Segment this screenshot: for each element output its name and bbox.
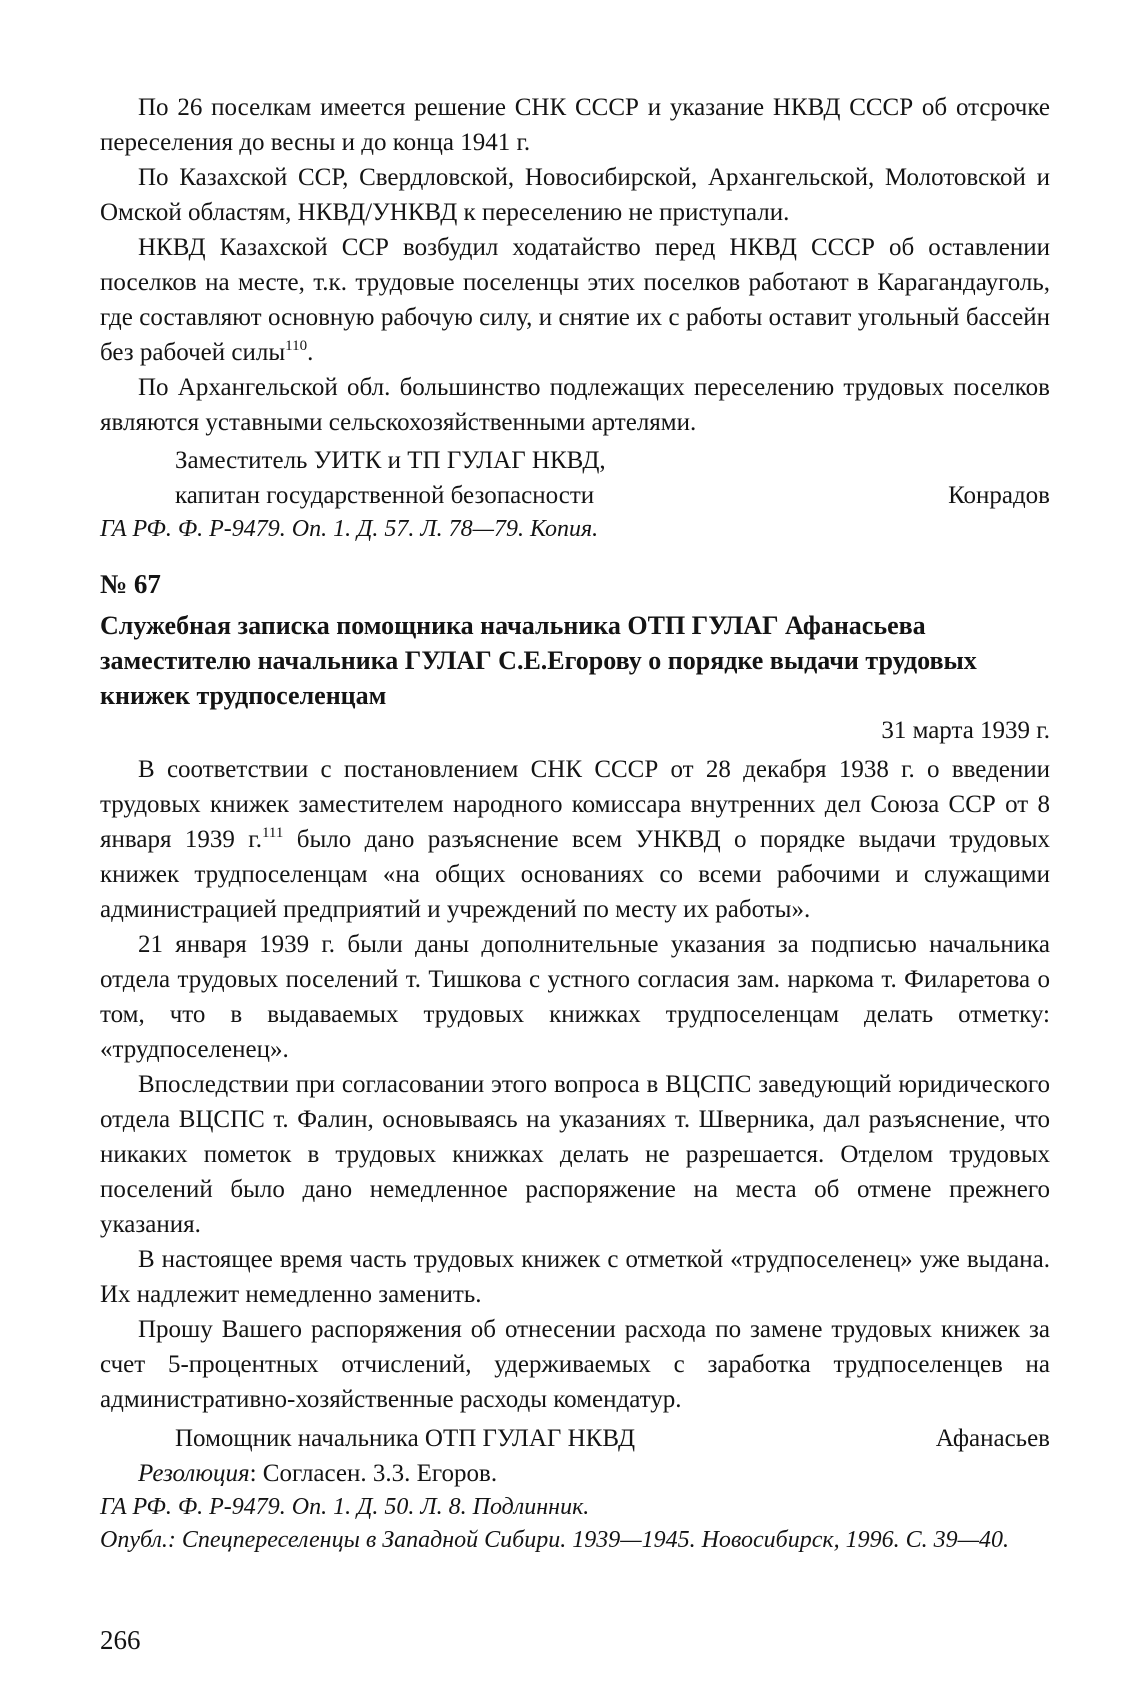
page-number: 266	[100, 1625, 141, 1655]
document-page	[100, 90, 1050, 1557]
publication-reference: Опубл.: Спецпереселенцы в Западной Сибири. 1939—1945. Новосибирск, 1996. С. 39—40.	[100, 1527, 1009, 1553]
signature-1-name: Конрадов	[948, 482, 1050, 509]
paragraph-kazakh-text: НКВД Казахской ССР возбудил ходатайство перед НКВД СССР об оставлении поселков на месте, т.к. трудовые поселенцы этих поселков работают в Карагандауголь, где составляют основную рабочую силу, и снятие их с работы оставит угольный бассейн без рабочей силы	[100, 234, 1050, 366]
signature-1-title-line-2: капитан государственной безопасности	[175, 482, 595, 509]
signature-2-name: Афанасьев	[935, 1425, 1050, 1452]
paragraph-decree-text-b: было дано разъяснение всем УНКВД о порядке выдачи трудовых книжек трудпоселенцам «на общих основаниях со всеми рабочими и служащими администрацией предприятий и учреждений по месту их работы».	[100, 826, 1050, 923]
paragraph-regions: По Казахской ССР, Свердловской, Новосибирской, Архангельской, Молотовской и Омской областям, НКВД/УНКВД к переселению не приступали.	[100, 164, 1050, 226]
paragraph-deferral: По 26 поселкам имеется решение СНК СССР и указание НКВД СССР об отсрочке переселения до весны и до конца 1941 г.	[100, 94, 1050, 156]
signature-1-title-line-1: Заместитель УИТК и ТП ГУЛАГ НКВД,	[175, 447, 606, 474]
signature-block-1	[100, 443, 1050, 513]
resolution	[100, 1456, 1050, 1491]
paragraph-arkhangelsk: По Архангельской обл. большинство подлежащих переселению трудовых поселков являются уставными сельскохозяйственными артелями.	[100, 374, 1050, 436]
archive-source-1: ГА РФ. Ф. Р-9479. Оп. 1. Д. 57. Л. 78—79. Копия.	[100, 516, 599, 542]
paragraph-request: Прошу Вашего распоряжения об отнесении расхода по замене трудовых книжек за счет 5-процентных отчислений, удерживаемых с заработка трудпоселенцев на административно-хозяйственные расходы комендатур.	[100, 1316, 1050, 1413]
paragraph-kazakh: НКВД Казахской ССР возбудил ходатайство перед НКВД СССР об оставлении поселков на месте, т.к. трудовые поселенцы этих поселков работают в Карагандауголь, где составляют основную рабочую силу, и снятие их с работы оставит угольный бассейн без рабочей силы$^{110}$.	[100, 234, 1050, 366]
signature-2-title: Помощник начальника ОТП ГУЛАГ НКВД	[175, 1425, 636, 1452]
signature-block-2	[100, 1421, 1050, 1456]
signature-1-row	[175, 478, 1050, 513]
archive-source-2: ГА РФ. Ф. Р-9479. Оп. 1. Д. 50. Л. 8. Подлинник.	[100, 1494, 590, 1520]
resolution-label: Резолюция	[138, 1460, 250, 1487]
paragraph-decree-text-a: В соответствии с постановлением СНК СССР от 28 декабря 1938 г. о введении трудовых книжек заместителем народного комиссара внутренних дел Союза ССР от 8 января 1939 г.	[100, 756, 1050, 853]
footnote-marker-110: 110	[285, 338, 308, 354]
document-title: Служебная записка помощника начальника ОТП ГУЛАГ Афанасьева заместителю начальника ГУЛАГ С.Е.Егорову о порядке выдачи трудовых книжек трудпоселенцам	[100, 611, 977, 710]
resolution-text: : Согласен. 3.3. Егоров.	[249, 1460, 498, 1487]
paragraph-january: 21 января 1939 г. были даны дополнительные указания за подписью начальника отдела трудовых поселений т. Тишкова с устного согласия зам. наркома т. Филаретова о том, что в выдаваемых трудовых книжках трудпоселенцам делать отметку: «трудпоселенец».	[100, 931, 1050, 1063]
paragraph-vtssps: Впоследствии при согласовании этого вопроса в ВЦСПС заведующий юридического отдела ВЦСПС т. Фалин, основываясь на указаниях т. Шверника, дал разъяснение, что никаких пометок в трудовых книжках делать не разрешается. Отделом трудовых поселений было дано немедленное распоряжение на места об отмене прежнего указания.	[100, 1071, 1050, 1238]
document-date: 31 марта 1939 г.	[881, 717, 1050, 744]
footnote-marker-111: 111	[261, 825, 284, 841]
paragraph-decree	[100, 752, 1050, 927]
paragraph-replace: В настоящее время часть трудовых книжек с отметкой «трудпоселенец» уже выдана. Их надлежит немедленно заменить.	[100, 1246, 1050, 1308]
document-number: № 67	[100, 569, 161, 599]
